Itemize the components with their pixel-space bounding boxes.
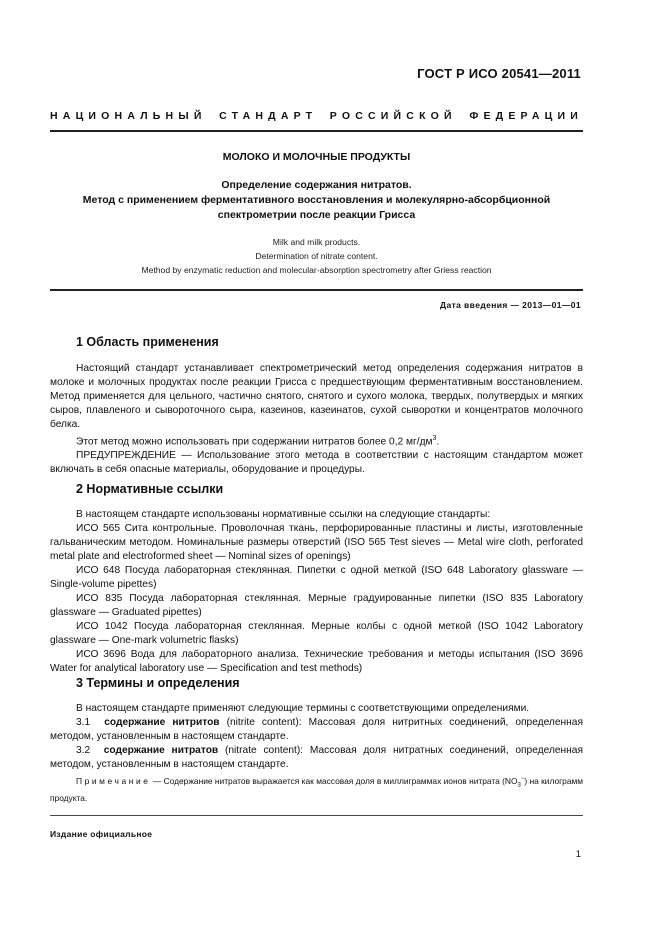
subtitle-line: спектрометрии после реакции Грисса <box>217 209 416 221</box>
banner-word: СТАНДАРТ <box>219 110 318 122</box>
scope-paragraph: Настоящий стандарт устанавливает спектрометрический метод определения содержания нитратов в молоке и молочных продуктах после реакции Грисса с предшествующим ферментативным восстановлением. Метод применяется для цельного, частично снятого, снятого и сухого молока, твердых, полутвердых и мягких сыров, плавленого и сывороточного сыра, казеинов, казеинатов, сухой сыворотки и концентратов молочного белка. <box>50 363 583 430</box>
term-name: содержание нитратов <box>103 745 219 756</box>
national-standard-banner <box>50 110 583 122</box>
warning-paragraph: ПРЕДУПРЕЖДЕНИЕ — Использование этого метода в соответствии с настоящим стандартом может включать в себя опасные материалы, оборудование и процедуры. <box>50 450 583 476</box>
section-2-body <box>50 508 583 676</box>
note: Примечание — Содержание нитратов выражается как массовая доля в миллиграммах ионов нитрата $(NO_3^-)$ на килограмм продукта. <box>50 775 584 804</box>
banner-word: НАЦИОНАЛЬНЫЙ <box>50 110 207 122</box>
nitrate-formula: $NO_3^-$ <box>504 775 525 789</box>
applicability-paragraph: Этот метод можно использовать при содержании нитратов более 0,2 $мг/дм^3$. <box>76 435 440 448</box>
section-3-heading: 3 Термины и определения <box>76 676 240 690</box>
product-title: МОЛОКО И МОЛОЧНЫЕ ПРОДУКТЫ <box>222 151 411 163</box>
english-title-line: Milk and milk products. <box>272 237 361 247</box>
footer-divider <box>50 815 583 816</box>
subtitle-line: Определение содержания нитратов. <box>221 179 412 191</box>
reference-item: ИСО 565 Сита контрольные. Проволочная ткань, перфорированные пластины и листы, изготовленные гальваническим методом. Номинальные размеры отверстий (ISO 565 Test sieves — Metal wire cloth, perforated metal plate and electroformed sheet — Nominal sizes of openings) <box>50 523 583 562</box>
english-title-line: Determination of nitrate content. <box>255 251 378 261</box>
top-divider <box>50 130 583 132</box>
banner-word: РОССИЙСКОЙ <box>329 110 457 122</box>
section-3-body <box>50 702 583 772</box>
page-number: 1 <box>575 849 581 860</box>
banner-word: ФЕДЕРАЦИИ <box>469 110 583 122</box>
reference-item: ИСО 3696 Вода для лабораторного анализа. Технические требования и методы испытания (ISO 3696 Water for analytical laboratory use — Specification and test methods) <box>50 649 583 674</box>
term-definition: 3.2 содержание нитратов (nitrate content): Массовая доля нитратных соединений, определенная методом, установленным в настоящем стандарте. <box>50 745 583 770</box>
english-title <box>50 235 583 277</box>
english-title-line: Method by enzymatic reduction and molecular-absorption spectrometry after Griess reaction <box>141 265 492 275</box>
reference-item: ИСО 835 Посуда лабораторная стеклянная. Мерные градуированные пипетки (ISO 835 Laboratory glassware — Graduated pipettes) <box>50 593 583 618</box>
section-2-heading: 2 Нормативные ссылки <box>76 482 224 496</box>
introduction-date: Дата введения — 2013—01—01 <box>440 300 581 310</box>
reference-item: ИСО 648 Посуда лабораторная стеклянная. Пипетки с одной меткой (ISO 648 Laboratory glassware — Single-volume pipettes) <box>50 565 583 590</box>
official-edition-label: Издание официальное <box>50 829 153 839</box>
section-1-heading: 1 Область применения <box>76 335 219 349</box>
references-intro: В настоящем стандарте использованы нормативные ссылки на следующие стандарты: <box>76 509 491 520</box>
term-definition: 3.1 содержание нитритов (nitrite content): Массовая доля нитритных соединений, определенная методом, установленным в настоящем стандарте. <box>50 717 583 742</box>
section-1-body <box>50 362 583 477</box>
subtitle-line: Метод с применением ферментативного восстановления и молекулярно-абсорбционной <box>82 194 551 206</box>
middle-divider <box>50 289 583 291</box>
reference-item: ИСО 1042 Посуда лабораторная стеклянная. Мерные колбы с одной меткой (ISO 1042 Laboratory glassware — One-mark volumetric flasks) <box>50 621 583 646</box>
terms-intro: В настоящем стандарте применяют следующие термины с соответствующими определениями. <box>76 703 530 714</box>
document-subtitle <box>50 178 583 223</box>
document-number: ГОСТ Р ИСО 20541—2011 <box>417 66 581 81</box>
term-name: содержание нитритов <box>104 717 220 728</box>
note-label: Примечание <box>76 775 151 786</box>
